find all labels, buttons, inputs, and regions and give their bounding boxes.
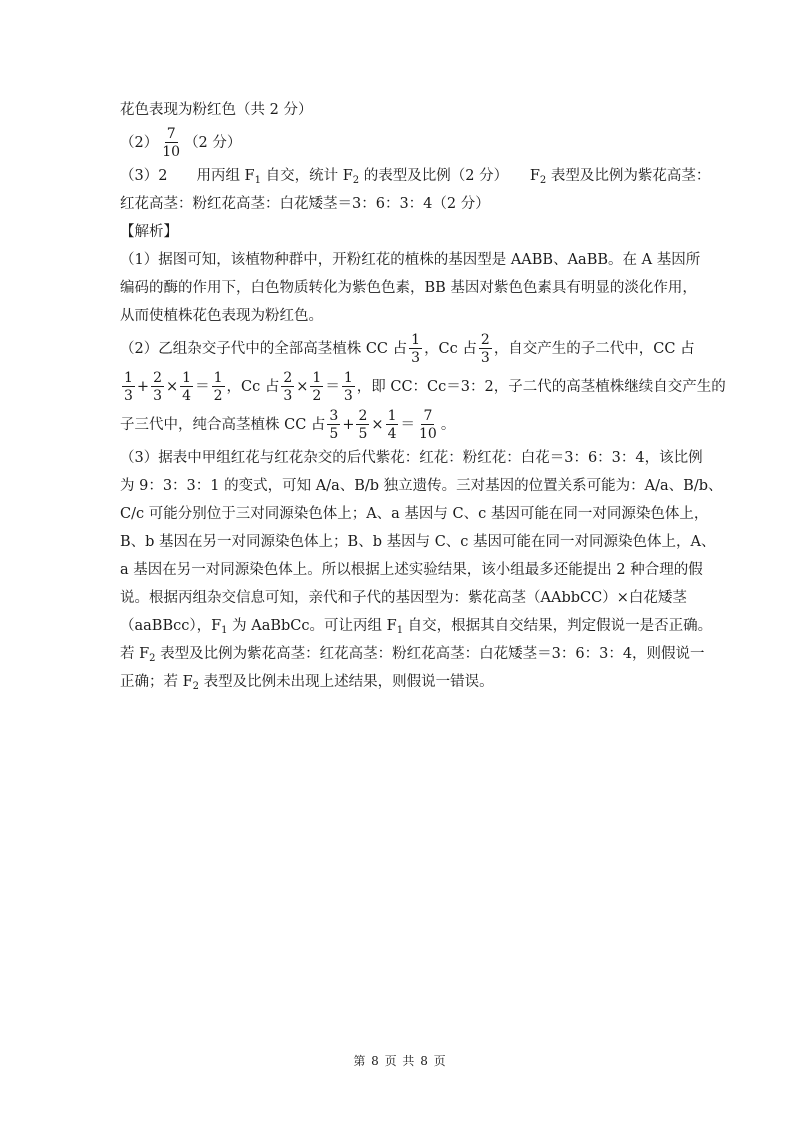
text-line-fraction: 子三代中，纯合高茎植株 CC 占 $\frac{3}{5}$ + $\frac{2}{5}$ × $\frac{1}{4}$ ＝ $\frac{7}{10}$ 。 [120, 408, 456, 442]
fraction: $\frac{7}{10}$ [418, 408, 437, 442]
answer-text [120, 96, 726, 696]
text-line: （3）据表中甲组红花与红花杂交的后代紫花：红花：粉红花：白花＝3：6：3：4，该比例 [120, 450, 703, 466]
text-line: （aaBBcc），$F_1$ 为 AaBbCc。可让丙组 $F_1$ 自交，根据其自交结果，判定假说一是否正确。 [120, 618, 713, 636]
text-line: 说。根据丙组杂交信息可知，亲代和子代的基因型为：紫花高茎（AAbbCC）×白花矮茎 [120, 590, 687, 606]
fraction: $\frac{7}{10}$ [162, 126, 181, 160]
text-line: （1）据图可知，该植物种群中，开粉红花的植株的基因型是 AABB、AaBB。在 A 基因所 [120, 252, 701, 268]
text-line: C/c 可能分别位于三对同源染色体上；A、a 基因与 C、c 基因可能在同一对同源染色体上， [120, 506, 709, 522]
text-line: 花色表现为粉红色（共 2 分） [120, 102, 313, 118]
page-footer: 第 8 页 共 8 页 [353, 1054, 447, 1068]
text-line-fraction: （2） $\frac{7}{10}$ （2 分） [120, 126, 242, 160]
text-line: （3）2 用丙组 $F_1$ 自交，统计 $F_2$ 的表型及比例（2 分） $F_2$ 表型及比例为紫花高茎： [120, 168, 711, 186]
section-heading: 【解析】 [120, 224, 178, 240]
fraction: $\frac{2}{3}$ [480, 332, 490, 366]
fraction: $\frac{2}{3}$ [283, 370, 293, 404]
fraction: $\frac{1}{3}$ [343, 370, 353, 404]
text-line: B、b 基因在另一对同源染色体上；B、b 基因与 C、c 基因可能在同一对同源染色体上，A、 [120, 534, 716, 550]
fraction: $\frac{1}{3}$ [411, 332, 421, 366]
fraction: $\frac{2}{3}$ [153, 370, 162, 404]
text-line: 编码的酶的作用下，白色物质转化为紫色色素，BB 基因对紫色色素具有明显的淡化作用， [120, 280, 697, 296]
text-line: 为 9：3：3：1 的变式，可知 A/a、B/b 独立遗传。三对基因的位置关系可能为：A/a、B/b、 [120, 478, 723, 494]
text-line-fraction: （2）乙组杂交子代中的全部高茎植株 CC 占 $\frac{1}{3}$ ，Cc 占 $\frac{2}{3}$ ，自交产生的子二代中，CC 占 [120, 332, 695, 366]
fraction: $\frac{3}{5}$ [329, 408, 339, 442]
text-line: a 基因在另一对同源染色体上。所以根据上述实验结果，该小组最多还能提出 2 种合理的假 [120, 562, 703, 578]
text-line-fraction: $\frac{1}{3}$ + $\frac{2}{3}$ × $\frac{1}{4}$ ＝ $\frac{1}{2}$ ，Cc 占 $\frac{2}{3}$ × $\frac{1}{2}$ ＝ $\frac{1}{3}$ ，即 CC：Cc＝3：2，子二代的高茎植株继续自交产生的 [124, 370, 726, 404]
fraction: $\frac{1}{4}$ [387, 408, 397, 442]
text-line: 正确；若 $F_2$ 表型及比例未出现上述结果，则假说一错误。 [120, 674, 494, 692]
text-line: 红花高茎：粉红花高茎：白花矮茎＝3：6：3：4（2 分） [120, 196, 490, 212]
text-line: 若 $F_2$ 表型及比例为紫花高茎：红花高茎：粉红花高茎：白花矮茎＝3：6：3：4，则假说一 [120, 646, 705, 664]
fraction: $\frac{1}{4}$ [182, 370, 192, 404]
text-line: 从而使植株花色表现为粉红色。 [120, 308, 323, 324]
fraction: $\frac{1}{2}$ [312, 370, 322, 404]
fraction: $\frac{1}{3}$ [124, 370, 133, 404]
fraction: $\frac{1}{2}$ [213, 370, 223, 404]
fraction: $\frac{2}{5}$ [358, 408, 368, 442]
